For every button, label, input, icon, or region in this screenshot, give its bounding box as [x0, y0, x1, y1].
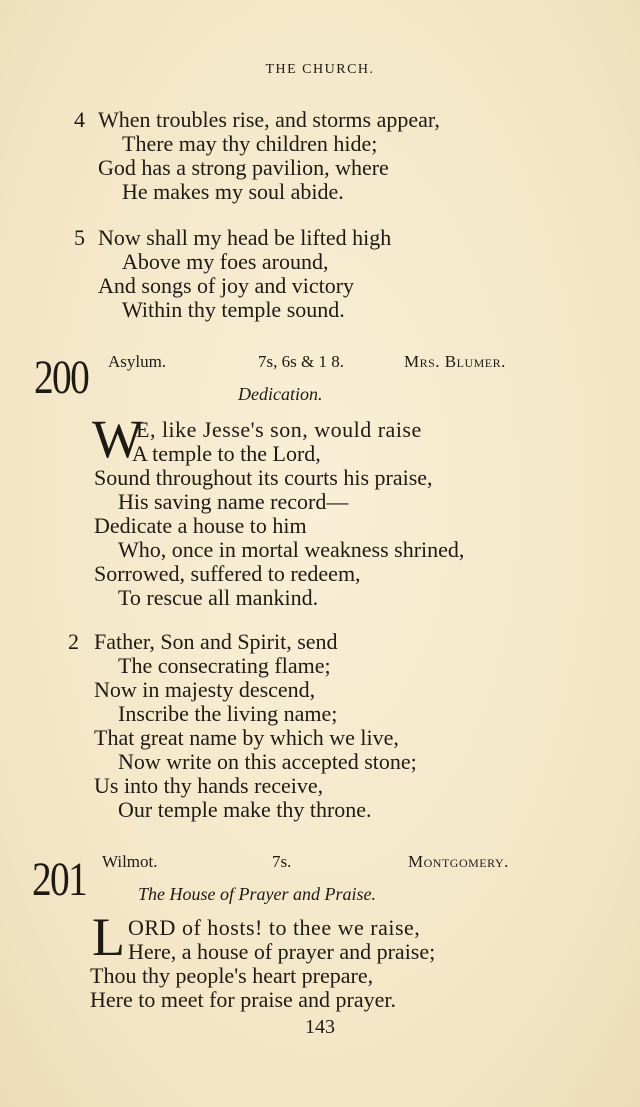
- hymn-subtitle: The House of Prayer and Praise.: [138, 884, 376, 904]
- verse-line: Sorrowed, suffered to redeem,: [94, 561, 361, 586]
- drop-cap: L: [92, 907, 125, 967]
- meter: 7s.: [272, 852, 292, 871]
- verse-number: 2: [68, 629, 79, 654]
- verse-number: 4: [74, 107, 85, 132]
- running-head: THE CHURCH.: [265, 62, 375, 77]
- verse-line: Now shall my head be lifted high: [98, 225, 392, 250]
- verse-line: Who, once in mortal weakness shrined,: [118, 537, 465, 562]
- verse-line: And songs of joy and victory: [98, 273, 355, 298]
- verse-line: God has a strong pavilion, where: [98, 155, 389, 180]
- verse-line: Here to meet for praise and prayer.: [90, 987, 397, 1012]
- meter: 7s, 6s & 1 8.: [258, 352, 344, 371]
- verse-line: Here, a house of prayer and praise;: [128, 939, 436, 964]
- verse-line: Above my foes around,: [122, 249, 329, 274]
- verse-line: Dedicate a house to him: [94, 513, 307, 538]
- hymn-subtitle: Dedication.: [238, 384, 323, 404]
- verse-number: 5: [74, 225, 85, 250]
- verse-line: Us into thy hands receive,: [94, 773, 324, 798]
- verse-line: Inscribe the living name;: [118, 701, 338, 726]
- drop-cap: W: [92, 409, 143, 469]
- verse-line: E, like Jesse's son, would raise: [136, 417, 422, 442]
- verse-line: Our temple make thy throne.: [118, 797, 372, 822]
- verse-line: He makes my soul abide.: [122, 179, 344, 204]
- verse-line: Father, Son and Spirit, send: [94, 629, 338, 654]
- verse-line: Now write on this accepted stone;: [118, 749, 417, 774]
- verse-line: ORD of hosts! to thee we raise,: [128, 915, 421, 940]
- verse-line: Within thy temple sound.: [122, 297, 345, 322]
- author: Montgomery.: [408, 852, 509, 871]
- verse-line: Sound throughout its courts his praise,: [94, 465, 433, 490]
- verse-line: That great name by which we live,: [94, 725, 399, 750]
- verse-line: To rescue all mankind.: [118, 585, 319, 610]
- verse-line: When troubles rise, and storms appear,: [98, 107, 440, 132]
- verse-line: A temple to the Lord,: [132, 441, 321, 466]
- verse-line: Thou thy people's heart prepare,: [90, 963, 374, 988]
- page-number: 143: [305, 1016, 335, 1038]
- verse-line: There may thy children hide;: [122, 131, 378, 156]
- tune-name: Asylum.: [108, 352, 167, 371]
- verse-line: The consecrating flame;: [118, 653, 331, 678]
- hymn-number: 200: [34, 351, 89, 404]
- verse-line: Now in majesty descend,: [94, 677, 316, 702]
- verse-line: His saving name record—: [118, 489, 349, 514]
- tune-name: Wilmot.: [102, 852, 158, 871]
- author: Mrs. Blumer.: [404, 352, 506, 371]
- hymn-number: 201: [32, 853, 87, 906]
